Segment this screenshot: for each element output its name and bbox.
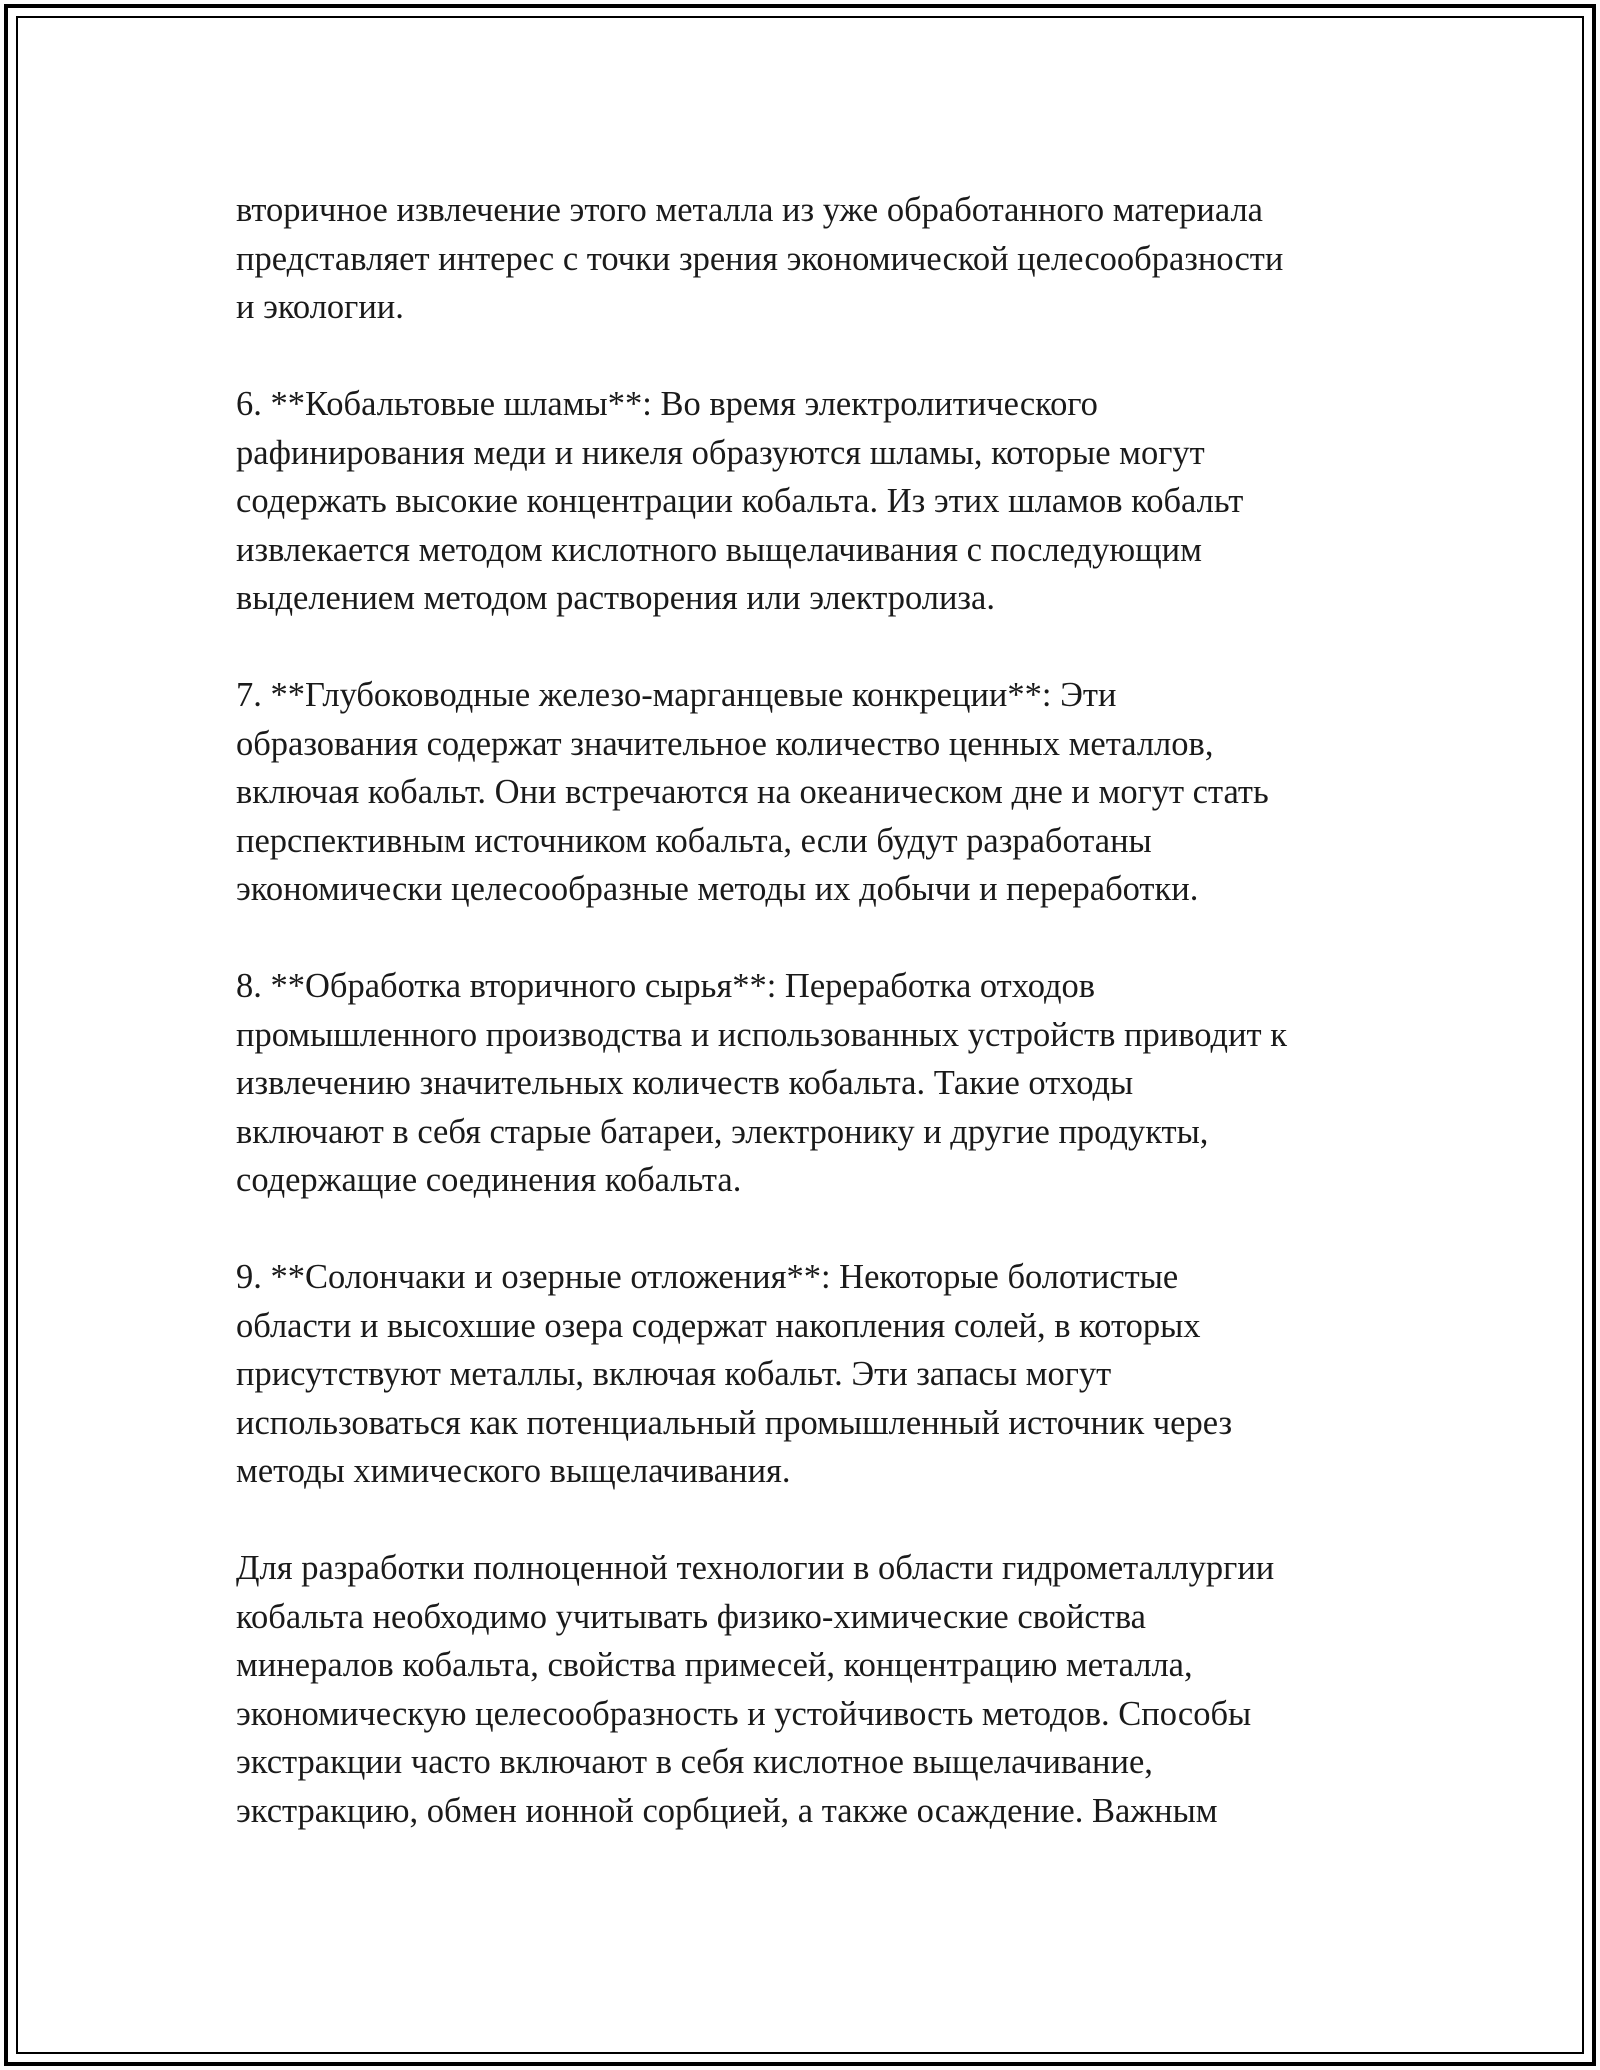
paragraph-item-7: 7. **Глубоководные железо-марганцевые конкреции**: Эти образования содержат значительное количество ценных металлов, включая кобальт. Они встречаются на океаническом дне и могут стать перспективным источником кобальта, если будут разработаны экономически целесообразные методы их добычи и переработки. bbox=[236, 676, 1269, 908]
paragraph-continuation: вторичное извлечение этого металла из уже обработанного материала представляет интерес с точки зрения экономической целесообразности и экологии. bbox=[236, 191, 1284, 326]
paragraph-item-8: 8. **Обработка вторичного сырья**: Переработка отходов промышленного производства и использованных устройств приводит к извлечению значительных количеств кобальта. Такие отходы включают в себя старые батареи, электронику и другие продукты, содержащие соединения кобальта. bbox=[236, 967, 1288, 1199]
paragraph-item-9: 9. **Солончаки и озерные отложения**: Некоторые болотистые области и высохшие озера содержат накопления солей, в которых присутствуют металлы, включая кобальт. Эти запасы могут использоваться как потенциальный промышленный источник через методы химического выщелачивания. bbox=[236, 1258, 1233, 1490]
paragraph-conclusion: Для разработки полноценной технологии в области гидрометаллургии кобальта необходимо учитывать физико-химические свойства минералов кобальта, свойства примесей, концентрацию металла, экономическую целесообразность и устойчивость методов. Способы экстракции часто включают в себя кислотное выщелачивание, экстракцию, обмен ионной сорбцией, а также осаждение. Важным bbox=[236, 1549, 1275, 1830]
document-body bbox=[236, 186, 1366, 1835]
paragraph-item-6: 6. **Кобальтовые шламы**: Во время электролитического рафинирования меди и никеля образуются шламы, которые могут содержать высокие концентрации кобальта. Из этих шламов кобальт извлекается методом кислотного выщелачивания с последующим выделением методом растворения или электролиза. bbox=[236, 385, 1244, 617]
